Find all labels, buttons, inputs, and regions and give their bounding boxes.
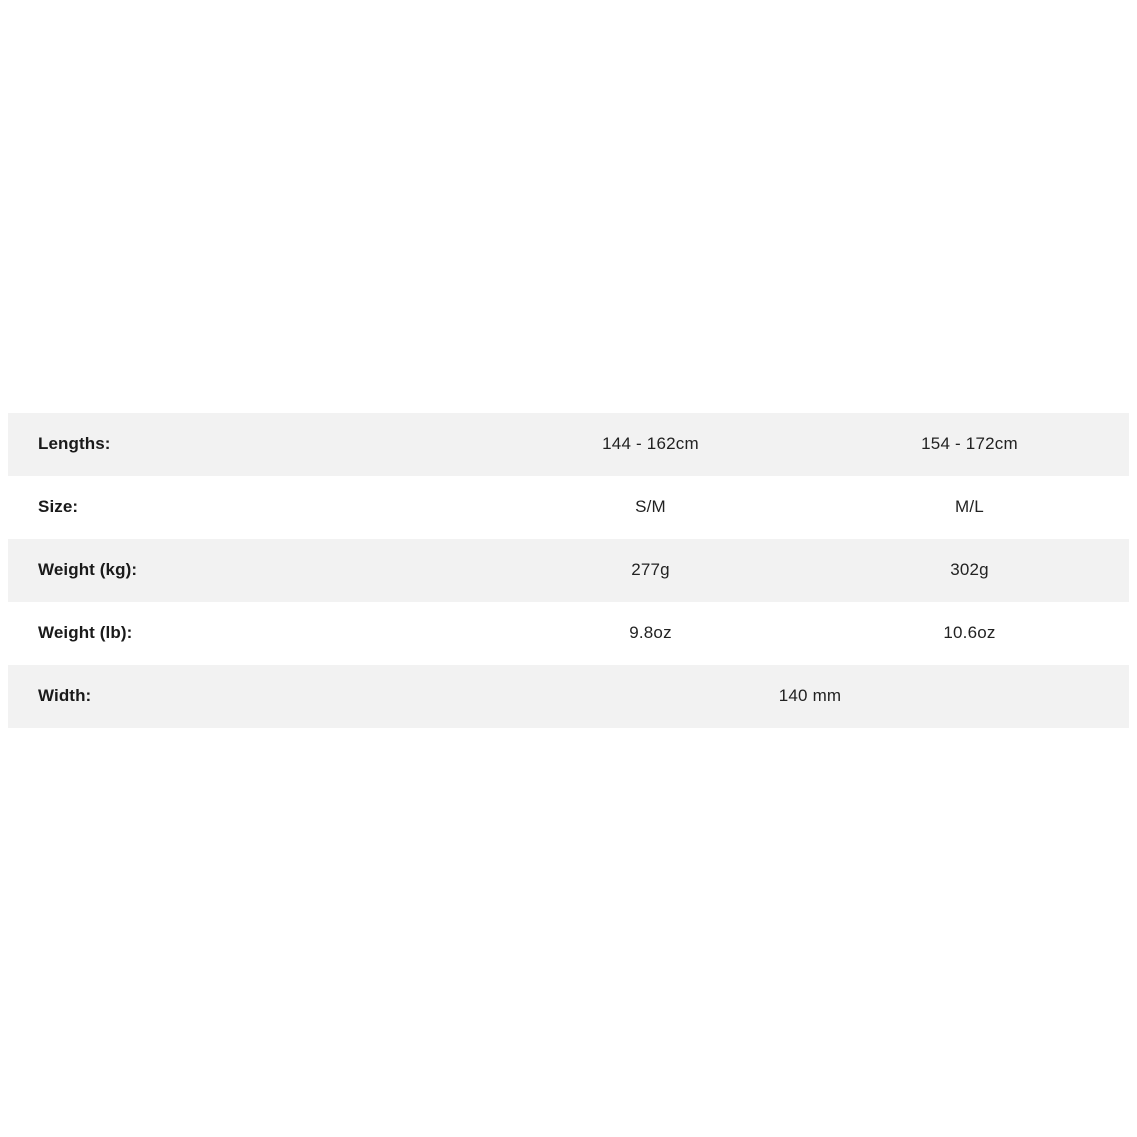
specifications-table-body <box>8 413 1129 728</box>
row-value-2: 302g <box>810 539 1129 602</box>
table-row <box>8 476 1129 539</box>
row-label: Lengths: <box>8 413 491 476</box>
row-value-span: 140 mm <box>491 665 1129 728</box>
table-row <box>8 539 1129 602</box>
row-value-2: 10.6oz <box>810 602 1129 665</box>
row-label: Weight (kg): <box>8 539 491 602</box>
row-value-1: 277g <box>491 539 810 602</box>
table-row <box>8 665 1129 728</box>
table-row <box>8 413 1129 476</box>
row-label: Width: <box>8 665 491 728</box>
row-value-2: 154 - 172cm <box>810 413 1129 476</box>
row-value-1: 144 - 162cm <box>491 413 810 476</box>
row-label: Size: <box>8 476 491 539</box>
row-label: Weight (lb): <box>8 602 491 665</box>
row-value-1: S/M <box>491 476 810 539</box>
row-value-2: M/L <box>810 476 1129 539</box>
table-row <box>8 602 1129 665</box>
row-value-1: 9.8oz <box>491 602 810 665</box>
specifications-table-container <box>8 413 1129 728</box>
specifications-table <box>8 413 1129 728</box>
